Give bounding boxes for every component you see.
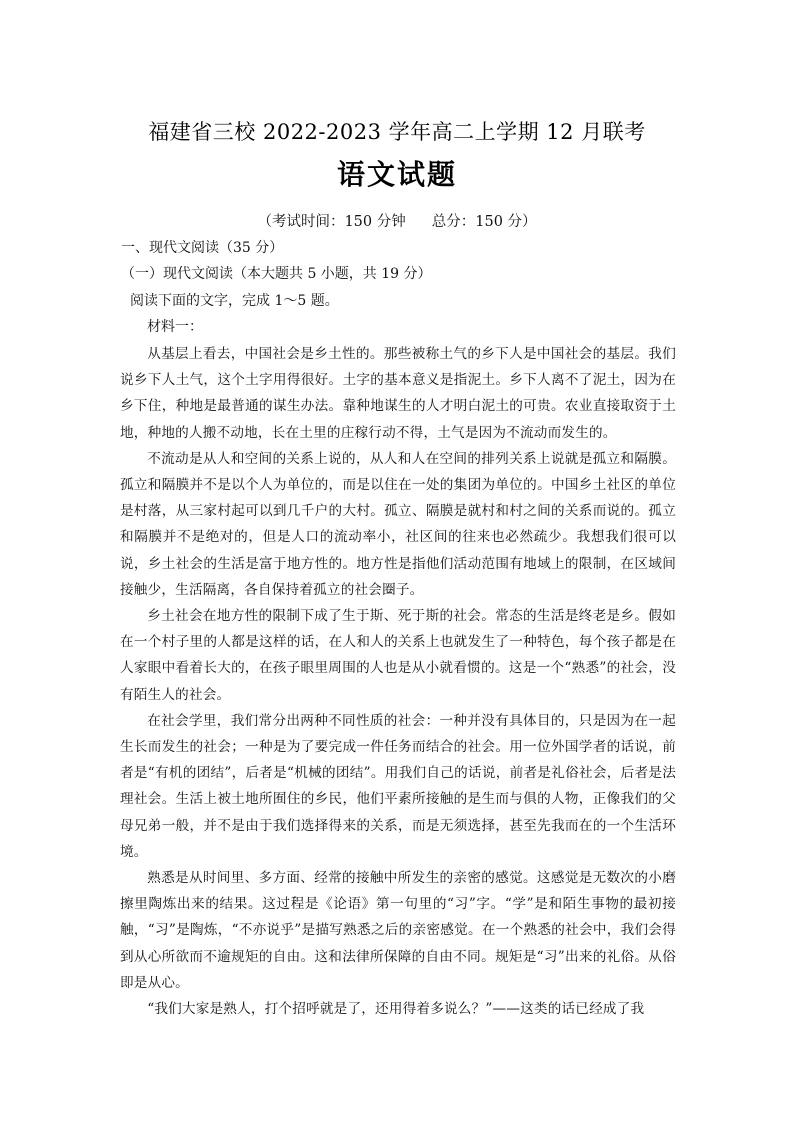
exam-info xyxy=(0,210,794,231)
section-heading: 一、现代文阅读（35 分） xyxy=(121,240,284,256)
paragraph: 乡土社会在地方性的限制下成了生于斯、死于斯的社会。常态的生活是终老是乡。假如在一个村子里的人都是这样的话，在人和人的关系上也就发生了一种特色，每个孩子都是在人家眼中看着长大的，在孩子眼里周围的人也是从小就看惯的。这是一个“熟悉”的社会，没有陌生人的社会。 xyxy=(120,608,676,703)
article-body xyxy=(120,341,676,1022)
paragraph: 在社会学里，我们常分出两种不同性质的社会：一种并没有具体目的，只是因为在一起生长而发生的社会；一种是为了要完成一件任务而结合的社会。用一位外国学者的话说，前者是“有机的团结”，后者是“机械的团结”。用我们自己的话说，前者是礼俗社会，后者是法理社会。生活上被土地所囿住的乡民，他们平素所接触的是生而与俱的人物，正像我们的父母兄弟一般，并不是由于我们选择得来的关系，而是无须选择，甚至先我而在的一个生活环境。 xyxy=(120,712,676,860)
subsection-heading: （一）现代文阅读（本大题共 5 小题，共 19 分） xyxy=(121,266,432,282)
paragraph: 熟悉是从时间里、多方面、经常的接触中所发生的亲密的感觉。这感觉是无数次的小磨擦里陶炼出来的结果。这过程是《论语》第一句里的“习”字。“学”是和陌生事物的最初接触，“习”是陶炼，“不亦说乎”是描写熟悉之后的亲密感觉。在一个熟悉的社会中，我们会得到从心所欲而不逾规矩的自由。这和法律所保障的自由不同。规矩是“习”出来的礼俗。从俗即是从心。 xyxy=(120,870,676,991)
total-score: 总分：150 分） xyxy=(431,214,537,230)
instruction-text: 阅读下面的文字，完成 1～5 题。 xyxy=(130,293,339,309)
exam-title: 福建省三校 2022-2023 学年高二上学期 12 月联考 xyxy=(148,120,646,144)
material-label: 材料一： xyxy=(147,319,203,335)
paragraph: 从基层上看去，中国社会是乡土性的。那些被称土气的乡下人是中国社会的基层。我们说乡下人土气，这个土字用得很好。土字的基本意义是指泥土。乡下人离不了泥土，因为在乡下住，种地是最普通的谋生办法。靠种地谋生的人才明白泥土的可贵。农业直接取资于土地，种地的人搬不动地，长在土里的庄稼行动不得，土气是因为不流动而发生的。 xyxy=(120,346,676,441)
subject-title: 语文试题 xyxy=(336,158,457,191)
paragraph: 不流动是从人和空间的关系上说的，从人和人在空间的排列关系上说就是孤立和隔膜。孤立和隔膜并不是以个人为单位的，而是以住在一处的集团为单位的。中国乡土社区的单位是村落，从三家村起可以到几千户的大村。孤立、隔膜是就村和村之间的关系而说的。孤立和隔膜并不是绝对的，但是人口的流动率小，社区间的往来也必然疏少。我想我们很可以说，乡土社会的生活是富于地方性的。地方性是指他们活动范围有地域上的限制，在区域间接触少，生活隔离，各自保持着孤立的社会圈子。 xyxy=(120,450,676,598)
paragraph: “我们大家是熟人，打个招呼就是了，还用得着多说么？”——这类的话已经成了我 xyxy=(147,1001,645,1018)
exam-time: （考试时间：150 分钟 xyxy=(257,214,406,230)
